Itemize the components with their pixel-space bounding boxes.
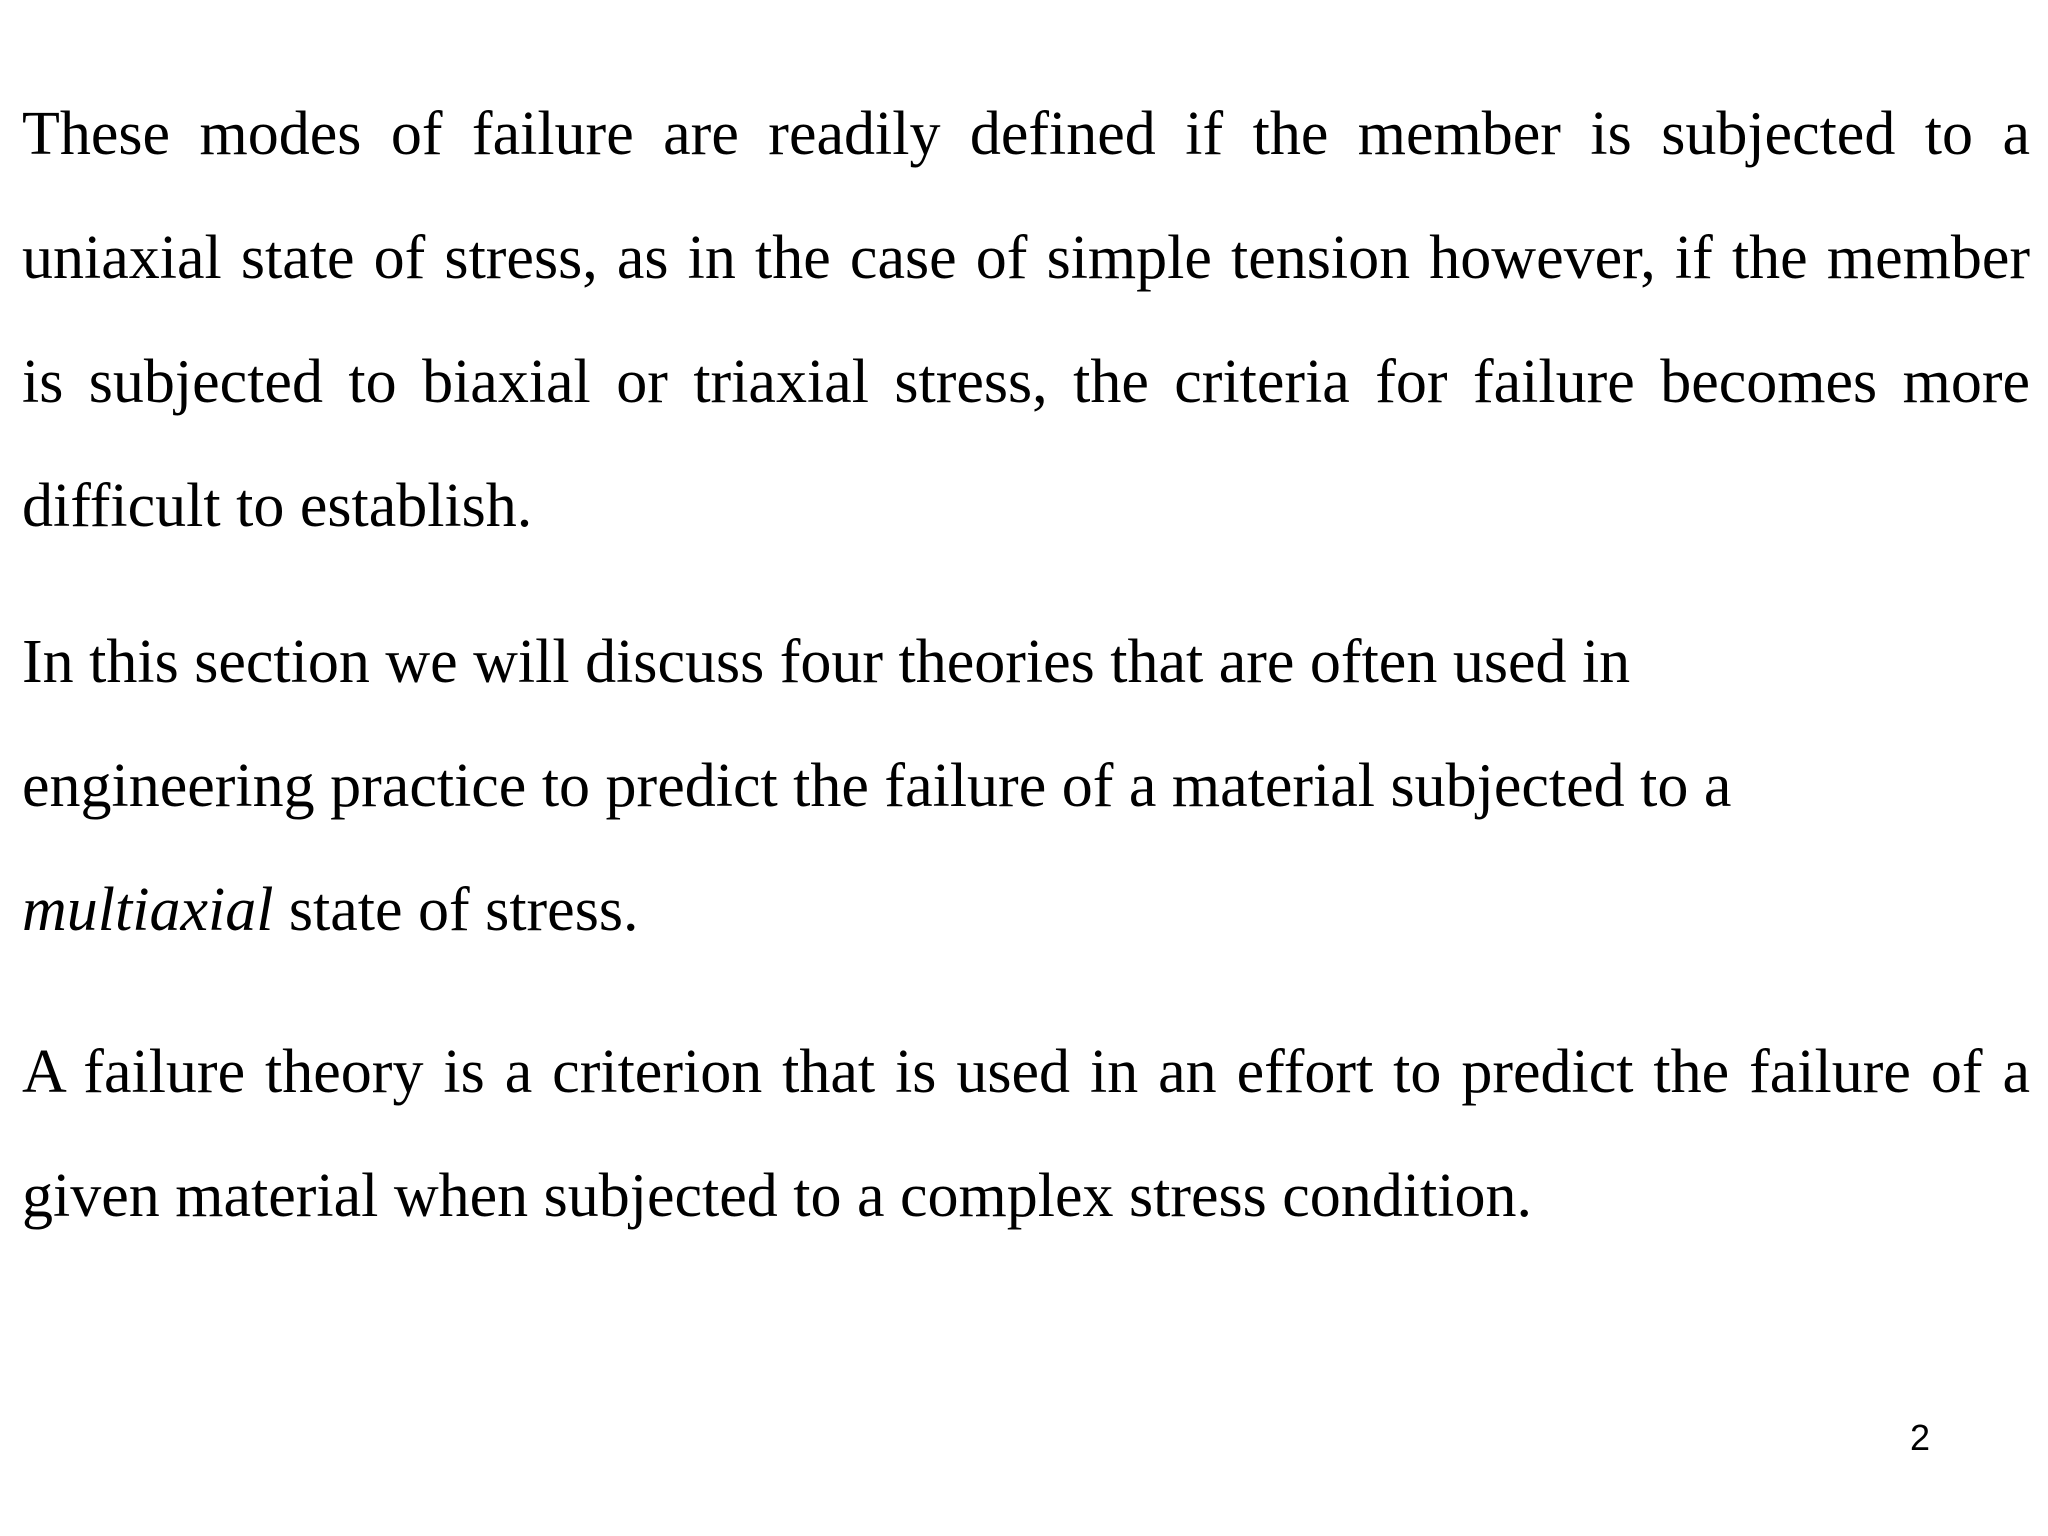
paragraph-line-end: state of stress. xyxy=(273,876,639,944)
paragraph-failure-modes xyxy=(22,72,2030,568)
page-number: 2 xyxy=(1909,1417,1930,1458)
paragraph-failure-theory-definition xyxy=(22,1010,2030,1258)
paragraph-text: A failure theory is a criterion that is used in an effort to predict the failure of a given material when subjected to a complex stress condition. xyxy=(22,1038,2030,1230)
emphasized-term: multiaxial xyxy=(22,876,274,944)
paragraph-four-theories xyxy=(22,600,2030,972)
paragraph-text: These modes of failure are readily defined if the member is subjected to a uniaxial state of stress, as in the case of simple tension however, if the member is subjected to biaxial or triaxial stress, the criteria for failure becomes more difficult to establish. xyxy=(22,100,2030,540)
paragraph-line: engineering practice to predict the failure of a material subjected to a xyxy=(22,752,1732,820)
paragraph-line: In this section we will discuss four theories that are often used in xyxy=(22,628,1631,696)
paragraph-text xyxy=(22,600,2030,972)
